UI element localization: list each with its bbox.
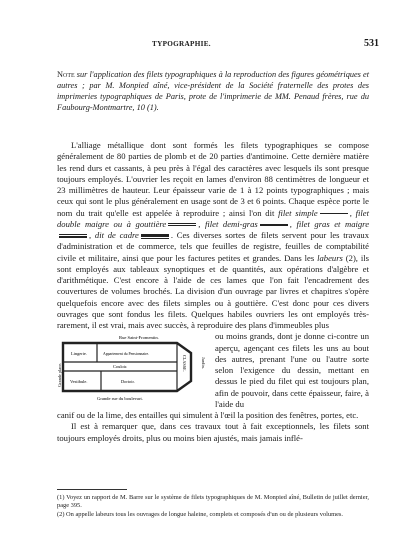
filet-gras-rule (59, 234, 87, 238)
p1-part-a: L'alliage métallique dont sont formés les filets typographiques se compose généralement de 80 parties de plomb et de 20 parties d'antimoine. Cette dernière matière les rend durs et cassants, à peu près à l'égal des caractères avec lesquels ils sont presque toujours employés. L'ouvrier les reçoit en lames d'environ 88 centimètres de longueur et 23 millimètres de hauteur. Leur épaisseur varie de 1 à 12 points typographiques ; mais ceux qui sont le plus généralement en usage sont de 3 et 6 points. Chaque espèce porte le nom du trait qu'elle est appelée à reproduire ; ainsi l'on dit (57, 140, 369, 218)
body-text (57, 140, 369, 444)
filet-simple-label: filet simple (278, 207, 318, 218)
filet-double-label: filet double maigre ou à gouttière (57, 207, 369, 229)
labeurs-term: labeurs (317, 252, 343, 263)
after-wrap-text: canif ou de la lime, des entailles qui simulent à l'œil la position des fenêtres, portes, etc. (57, 410, 359, 420)
figure-wrap (57, 331, 369, 410)
footnote-1: (1) Voyez un rapport de M. Barre sur le système de filets typographiques de M. Monpied aîné, Bulletin de juillet dernier, page 395. (57, 494, 369, 509)
floor-plan-figure (57, 331, 215, 403)
room-dortoir: Dortoir. (121, 379, 135, 385)
room-appartement: Appartement du Pensionnaire. (103, 352, 150, 357)
figure-top-label: Rue Saint-Fromentin. (119, 335, 159, 341)
filet-cadre-rule (141, 234, 169, 239)
footnote-2: (2) On appelle labeurs tous les ouvrages de longue haleine, complets et composés d'un ou de plusieurs volumes. (57, 511, 343, 518)
paragraph-2: Il est à remarquer que, dans ces travaux tout à fait exceptionnels, les filets sont toujours employés droits, plus ou moins bien ajustés, mais jamais inflé- (57, 421, 369, 443)
paragraph-1: L'alliage métallique dont sont formés les filets typographiques se compose généralement de 80 parties de plomb et de 20 parties d'antimoine. Cette dernière matière les rend durs et cassants, à peu près à l'égal des caractères avec lesquels ils sont presque toujours employés. L'ouvrier les reçoit en lames d'environ 88 centimètres de longueur et 23 millimètres de hauteur. Leur épaisseur varie de 1 à 12 points typographiques ; mais ceux qui sont le plus généralement en usage sont de 3 et 6 points. Chaque espèce porte le nom du trait qu'elle est appelée à reproduire ; ainsi l'on dit filet simple , filet double maigre ou à gouttière , filet demi-gras , filet gras et maigre, dit de cadre . Ces diverses sortes de filets servent pour les travaux d'administration et de commerce, tels que feuilles de registre, feuilles de comptabilité civile et militaire, ainsi que pour les factures petites et grandes. Dans les labeurs (2), ils sont employés aux tableaux synoptiques et de quantités, aux opérations d'algèbre et d'arithmétique. C'est encore à l'aide de ces lames que l'on fait l'encadrement des couvertures de volumes brochés. La division d'un ouvrage par livres et chapitres s'opère quelquefois encore avec des filets simples ou à gouttière. C'est donc pour ces divers ouvrages que sont fondus les filets. Quelques habiles ouvriers les ont employés très-rarement, il est vrai, mais avec succès, à reproduire des plans d'immeubles plus (57, 140, 370, 330)
filet-simple-rule (320, 213, 348, 214)
filet-double-rule (168, 223, 196, 226)
note-lead: Note (57, 70, 75, 79)
room-vestibule: Vestibule. (70, 379, 88, 385)
room-lingerie: Lingerie. (71, 351, 87, 357)
note-text: sur l'application des filets typographiques à la reproduction des figures géométriques et autres ; par M. Monpied aîné, vice-président de la Société fraternelle des protes des imprimeries typographiques de Paris, prote de l'imprimerie de MM. Penaud frères, rue du Faubourg-Montmartre, 10 (1). (57, 70, 369, 112)
p1-part-b: . Ces diverses sortes de filets servent pour les travaux d'administration et de commerce, tels que feuilles de registre, feuilles de comptabilité civile et militaire, ainsi que pour les factures petites et grandes. Dans les (57, 230, 370, 263)
filet-demigras-rule (260, 224, 288, 226)
note-paragraph (57, 70, 369, 114)
p1-part-c: (2), ils sont employés aux tableaux synoptiques et de quantités, aux opérations d'algèbre et d'arithmétique. C'est encore à l'aide de ces lames que l'on fait l'encadrement des couvertures de volumes brochés. La division d'un ouvrage par livres et chapitres s'opère quelquefois encore avec des filets simples ou à gouttière. C'est donc pour ces divers ouvrages que sont fondus les filets. Quelques habiles ouvriers les ont employés très-rarement, il est vrai, mais avec succès, à reproduire des plans d'immeubles plus (57, 252, 369, 330)
footnote-divider (57, 489, 127, 490)
filet-cadre-label: dit de cadre (94, 230, 139, 240)
room-couloir: Couloir. (113, 364, 128, 370)
page-number: 531 (364, 38, 379, 49)
figure-right-label-a: CLASSE. (182, 355, 187, 372)
running-title: TYPOGRAPHIE. (152, 40, 211, 48)
figure-right-label-b: Jardin. (201, 357, 206, 370)
floor-plan-svg (57, 331, 215, 403)
figure-left-label: Grande place. (57, 362, 62, 388)
wrap-text: ou moins grands, dont je donne ci-contre un aperçu, agençant ces filets les uns au bout des autres, prenant l'une ou l'autre sorte selon l'exigence du dessin, mettant en dessus le pied du filet qui est toujours plan, afin de pouvoir, dans cette épaisseur, faire, à l'aide du (215, 331, 369, 409)
filet-gras-label: filet gras et maigre (296, 218, 370, 229)
figure-bottom-label: Grande rue du boulevart. (97, 396, 143, 402)
filet-demigras-label: filet demi-gras (204, 218, 258, 229)
